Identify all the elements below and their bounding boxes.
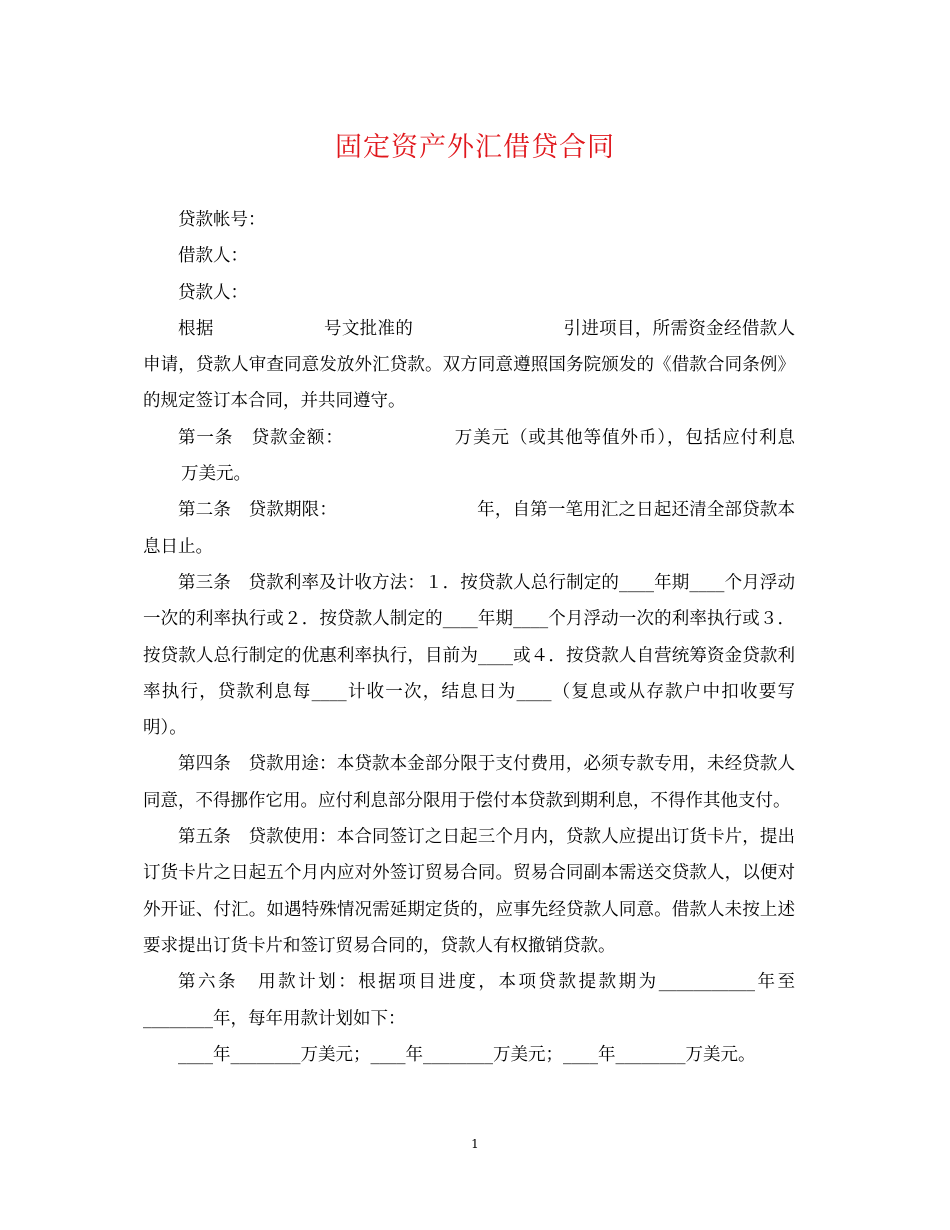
- article-1-part1: 第一条 贷款金额：: [178, 427, 344, 448]
- document-title: 固定资产外汇借贷合同: [335, 132, 615, 163]
- article-3: 第三条 贷款利率及计收方法：１．按贷款人总行制定的____年期____个月浮动一次的利率执行或２．按贷款人制定的____年期____个月浮动一次的利率执行或３．按贷款人总行制定的优惠利率执行，目前为____或４．按贷款人自营统筹资金贷款利率执行，贷款利息每____计收一次，结息日为____（复息或从存款户中扣收要写明）。: [143, 572, 795, 739]
- article-1: [143, 420, 795, 493]
- annual-plan-line: ____年________万美元；____年________万美元；____年________万美元。: [178, 1044, 756, 1065]
- preamble-part3: 引进项目，所需资金经借款人申请，贷款人审查同意发放外汇贷款。双方同意遵照国务院颁发的《借款合同条例》的规定签订本合同，并共同遵守。: [143, 318, 796, 412]
- borrower-line: 借款人：: [178, 246, 248, 267]
- lender-line: 贷款人：: [178, 282, 248, 303]
- loan-account-line: 贷款帐号：: [178, 210, 266, 230]
- article-2-part1: 第二条 贷款期限：: [178, 500, 337, 521]
- preamble-part1: 根据: [178, 318, 214, 339]
- preamble-part2: 号文批准的: [323, 318, 414, 339]
- document-body: [143, 202, 795, 1073]
- article-2: [143, 492, 795, 565]
- article-6: 第六条 用款计划：根据项目进度，本项贷款提款期为___________年至________年，每年用款计划如下：: [143, 972, 795, 1029]
- article-1-part3: 万美元。: [181, 464, 251, 485]
- article-1-part2: 万美元（或其他等值外币），包括应付利息: [453, 427, 796, 448]
- article-2-part2: 年，自第一笔用汇之日起还清全部贷款本息日止。: [143, 500, 795, 557]
- article-5: 第五条 贷款使用：本合同签订之日起三个月内，贷款人应提出订货卡片，提出订货卡片之日起五个月内应对外签订贸易合同。贸易合同副本需送交贷款人，以便对外开证、付汇。如遇特殊情况需延期定货的，应事先经贷款人同意。借款人未按上述要求提出订货卡片和签订贸易合同的，贷款人有权撤销贷款。: [143, 827, 795, 956]
- page-number: 1: [471, 1137, 479, 1151]
- article-4: 第四条 贷款用途：本贷款本金部分限于支付费用，必须专款专用，未经贷款人同意，不得挪作它用。应付利息部分限用于偿付本贷款到期利息，不得作其他支付。: [143, 754, 795, 811]
- preamble-paragraph: [143, 311, 795, 420]
